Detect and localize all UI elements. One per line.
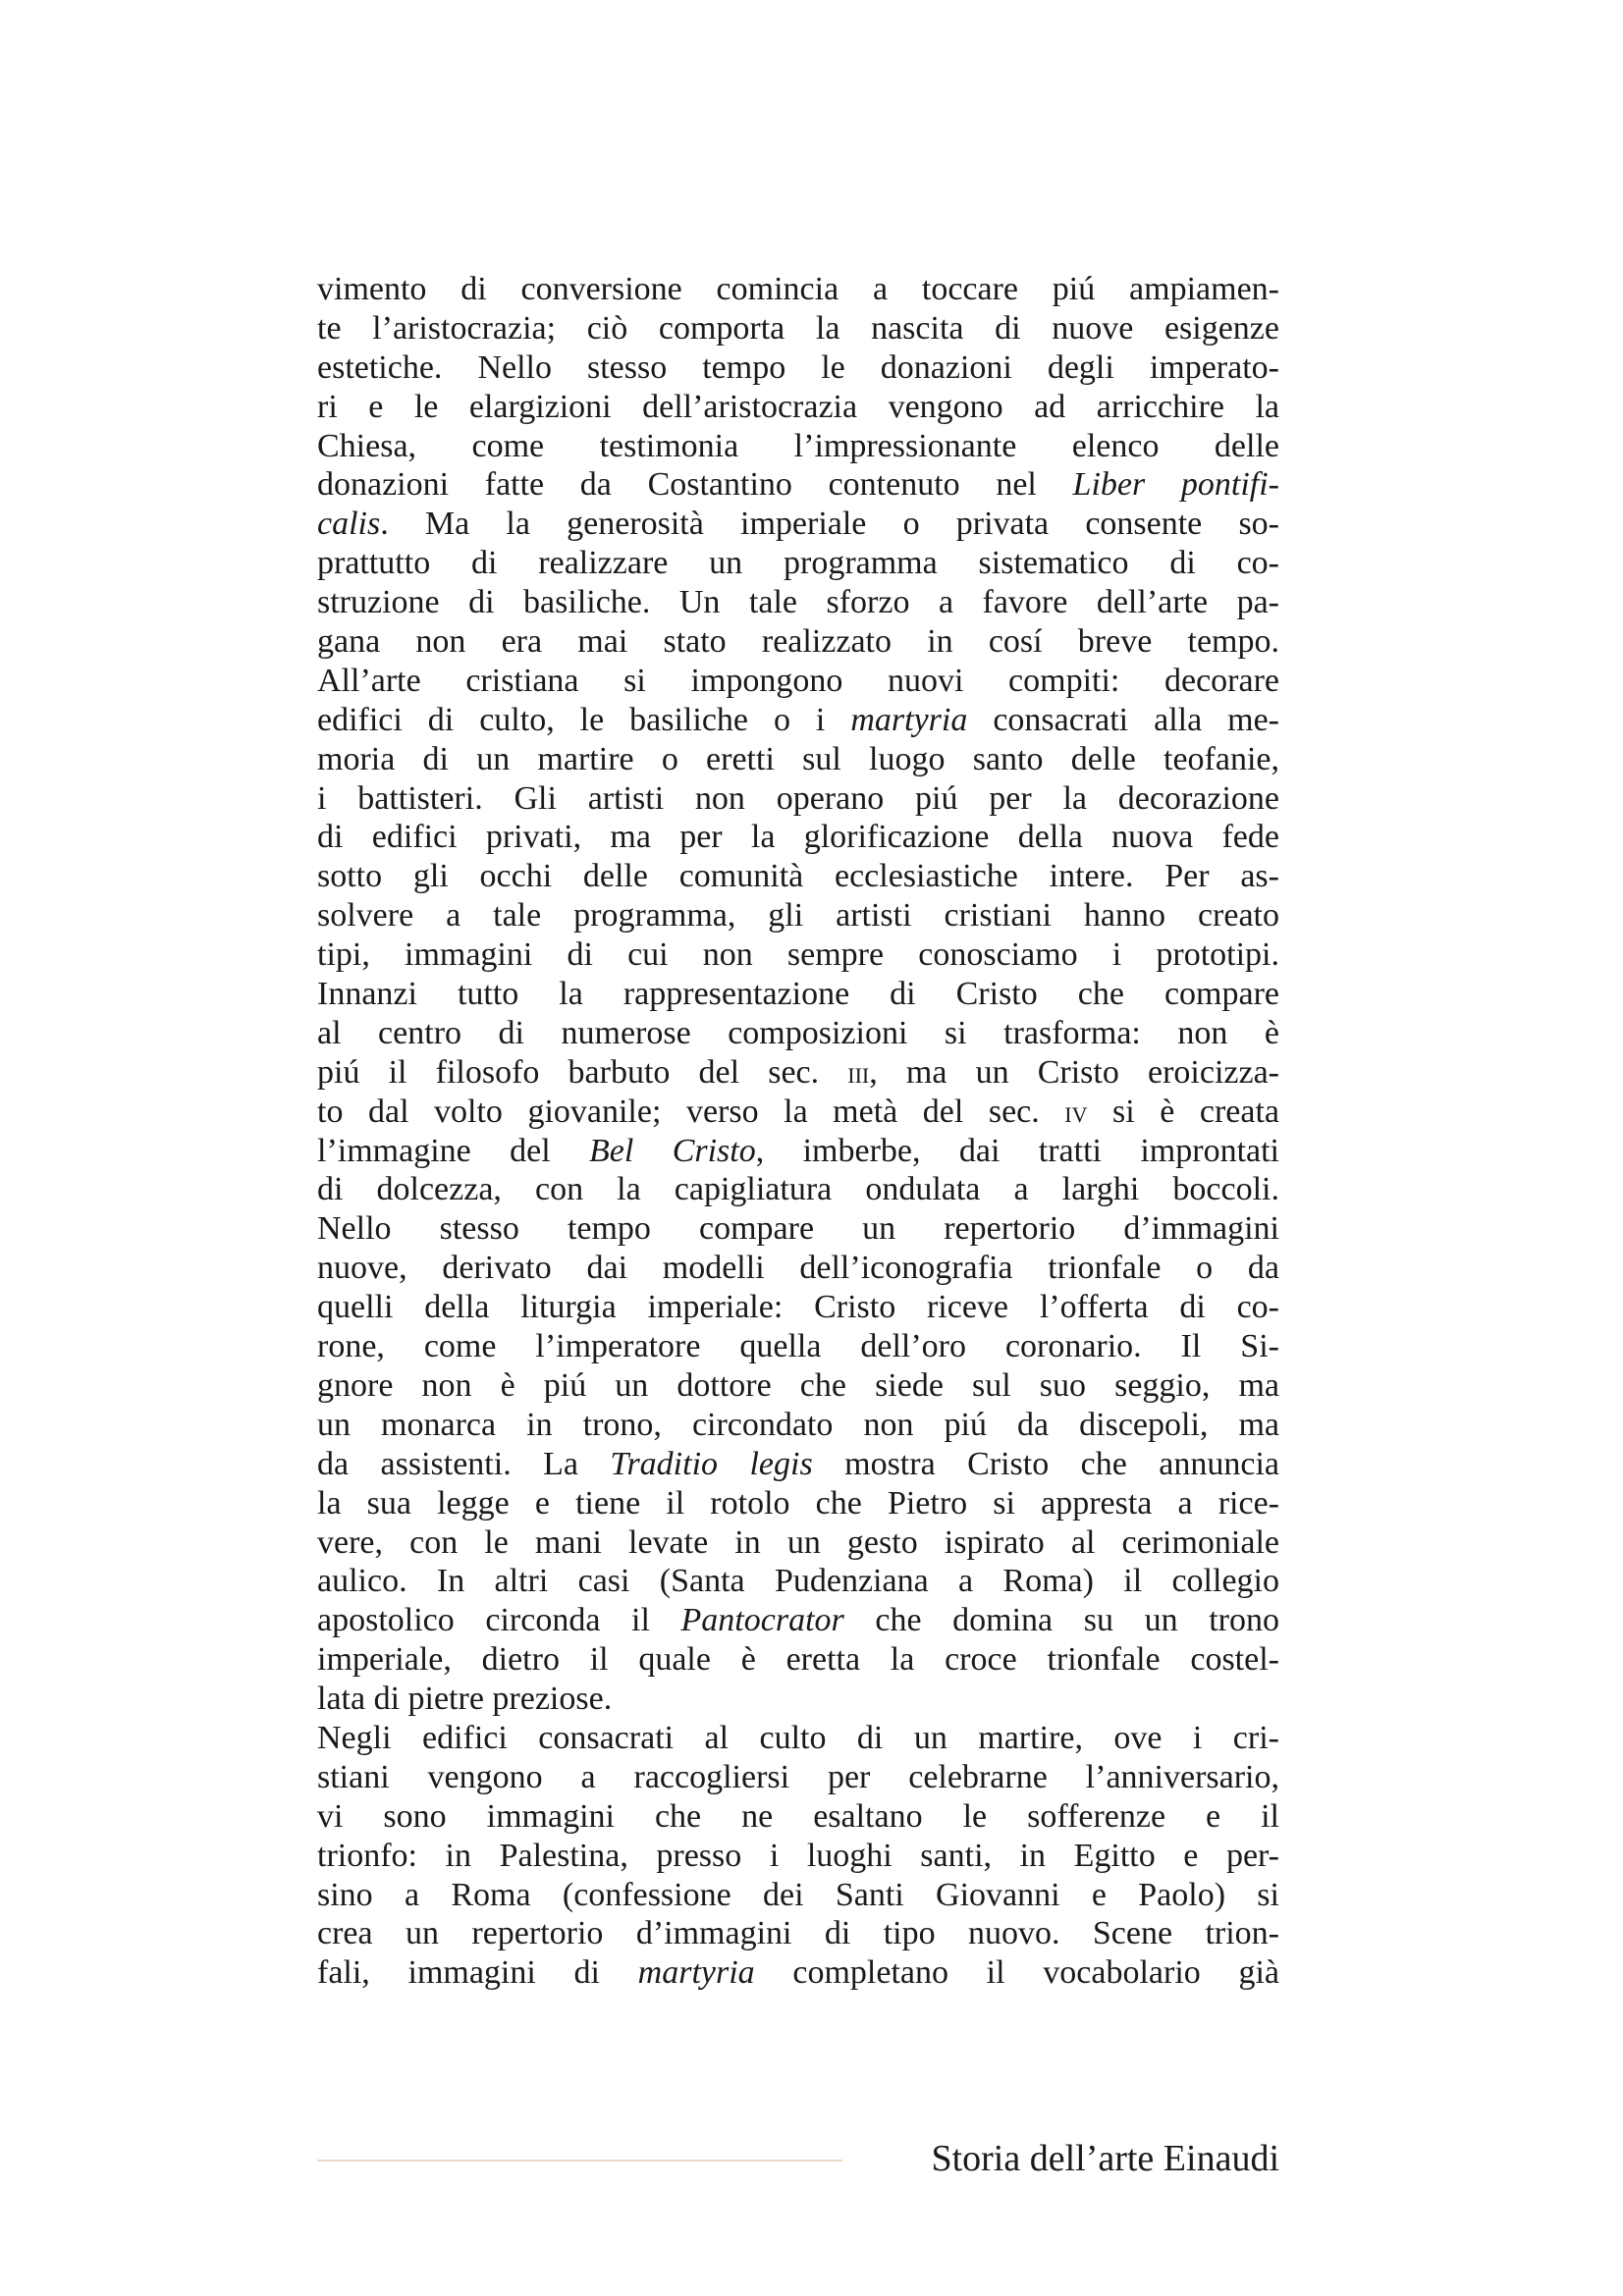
text-line: [317, 1562, 1279, 1601]
text-line: [317, 505, 1279, 544]
text-line: [317, 662, 1279, 701]
text-segment: struzione di basiliche. Un tale sforzo a favore dell’arte pa-: [317, 584, 1279, 621]
text-segment: rone, come l’imperatore quella dell’oro coronario. Il Si-: [317, 1328, 1279, 1365]
italic-term: Pantocrator: [680, 1602, 844, 1639]
text-segment: gana non era mai stato realizzato in cosí breve tempo.: [317, 623, 1279, 661]
text-line: [317, 583, 1279, 622]
text-line: [317, 701, 1279, 740]
text-segment: vere, con le mani levate in un gesto ispirato al cerimoniale: [317, 1523, 1279, 1561]
text-segment: mostra Cristo che annuncia: [812, 1445, 1279, 1482]
text-segment: i battisteri. Gli artisti non operano piú per la decorazione: [317, 779, 1279, 817]
italic-term: Traditio legis: [610, 1445, 813, 1482]
text-line: [317, 1366, 1279, 1406]
text-line: [317, 1640, 1279, 1680]
roman-numeral: iii: [847, 1054, 870, 1090]
text-line: [317, 1170, 1279, 1209]
text-segment: Chiesa, come testimonia l’impressionante elenco delle: [317, 427, 1279, 464]
body-text: [317, 270, 1279, 1993]
text-segment: stiani vengono a raccogliersi per celebrarne l’anniversario,: [317, 1758, 1279, 1795]
text-segment: prattutto di realizzare un programma sistematico di co-: [317, 545, 1279, 582]
footer-book-title: Storia dell’arte Einaudi: [931, 2138, 1279, 2179]
text-line: [317, 1523, 1279, 1563]
text-segment: edifici di culto, le basiliche o i: [317, 701, 851, 738]
text-segment: vi sono immagini che ne esaltano le sofferenze e il: [317, 1797, 1279, 1835]
text-segment: un monarca in trono, circondato non piú da discepoli, ma: [317, 1406, 1279, 1443]
text-segment: trionfo: in Palestina, presso i luoghi santi, in Egitto e per-: [317, 1837, 1279, 1874]
text-segment: apostolico circonda il: [317, 1602, 681, 1639]
text-line: [317, 465, 1279, 505]
text-line: [317, 1914, 1279, 1953]
text-line: [317, 1797, 1279, 1837]
text-line: [317, 1601, 1279, 1640]
text-line: [317, 1209, 1279, 1249]
text-line: [317, 1014, 1279, 1053]
text-segment: che domina su un trono: [843, 1602, 1279, 1639]
text-segment: nuove, derivato dai modelli dell’iconografia trionfale o da: [317, 1250, 1279, 1287]
text-line: [317, 309, 1279, 348]
text-line: [317, 622, 1279, 662]
text-line: [317, 1953, 1279, 1993]
italic-term: martyria: [637, 1954, 755, 1992]
text-line: [317, 1406, 1279, 1445]
text-segment: donazioni fatte da Costantino contenuto nel: [317, 466, 1073, 504]
italic-term: martyria: [850, 701, 968, 738]
text-line: [317, 740, 1279, 779]
text-segment: tipi, immagini di cui non sempre conosciamo i prototipi.: [317, 936, 1279, 974]
text-segment: vimento di conversione comincia a toccare piú ampiamen-: [317, 271, 1279, 307]
text-line: [317, 1288, 1279, 1327]
text-line: [317, 818, 1279, 857]
text-segment: di dolcezza, con la capigliatura ondulata a larghi boccoli.: [317, 1171, 1279, 1208]
text-line: [317, 1053, 1279, 1093]
text-line: [317, 896, 1279, 935]
italic-term: calis: [317, 506, 381, 543]
text-line: [317, 857, 1279, 896]
text-segment: imperiale, dietro il quale è eretta la croce trionfale costel-: [317, 1641, 1279, 1679]
text-line: [317, 1484, 1279, 1523]
text-segment: solvere a tale programma, gli artisti cristiani hanno creato: [317, 897, 1279, 934]
text-segment: l’immagine del: [317, 1132, 590, 1169]
text-line: [317, 1093, 1279, 1132]
text-segment: moria di un martire o eretti sul luogo santo delle teofanie,: [317, 740, 1279, 777]
text-segment: te l’aristocrazia; ciò comporta la nascita di nuove esigenze: [317, 309, 1279, 347]
text-segment: Innanzi tutto la rappresentazione di Cristo che compare: [317, 976, 1279, 1013]
text-line: [317, 1758, 1279, 1797]
text-line: [317, 388, 1279, 427]
text-segment: la sua legge e tiene il rotolo che Pietro si appresta a rice-: [317, 1484, 1279, 1522]
text-segment: piú il filosofo barbuto del sec.: [317, 1053, 848, 1091]
roman-numeral: iv: [1064, 1094, 1088, 1129]
text-segment: . Ma la generosità imperiale o privata consente so-: [380, 506, 1279, 543]
text-segment: estetiche. Nello stesso tempo le donazioni degli imperato-: [317, 348, 1279, 386]
text-line: [317, 1249, 1279, 1288]
text-segment: gnore non è piú un dottore che siede sul suo seggio, ma: [317, 1366, 1279, 1404]
text-line: [317, 348, 1279, 388]
text-line: [317, 1719, 1279, 1758]
text-segment: sino a Roma (confessione dei Santi Giovanni e Paolo) si: [317, 1876, 1279, 1913]
text-line: [317, 935, 1279, 975]
text-line: [317, 1837, 1279, 1876]
text-segment: , ma un Cristo eroicizza-: [869, 1053, 1279, 1091]
italic-term: Bel Cristo: [589, 1132, 756, 1169]
text-line: [317, 1876, 1279, 1915]
italic-term: Liber pontifi-: [1072, 466, 1279, 504]
text-line: [317, 544, 1279, 583]
text-segment: quelli della liturgia imperiale: Cristo riceve l’offerta di co-: [317, 1289, 1279, 1326]
text-line: [317, 1327, 1279, 1366]
text-segment: di edifici privati, ma per la glorificazione della nuova fede: [317, 819, 1279, 856]
text-segment: aulico. In altri casi (Santa Pudenziana a Roma) il collegio: [317, 1563, 1279, 1600]
text-segment: Negli edifici consacrati al culto di un martire, ove i cri-: [317, 1719, 1279, 1756]
text-line: [317, 427, 1279, 466]
text-segment: , imberbe, dai tratti improntati: [755, 1132, 1279, 1169]
text-line: [317, 1132, 1279, 1171]
text-segment: consacrati alla me-: [967, 701, 1279, 738]
text-segment: al centro di numerose composizioni si trasforma: non è: [317, 1014, 1279, 1051]
text-segment: fali, immagini di: [317, 1954, 638, 1992]
text-line: [317, 1680, 1279, 1719]
text-segment: sotto gli occhi delle comunità ecclesiastiche intere. Per as-: [317, 858, 1279, 895]
text-line: [317, 975, 1279, 1014]
text-segment: si è creata: [1087, 1093, 1279, 1130]
text-segment: da assistenti. La: [317, 1445, 611, 1482]
text-segment: Nello stesso tempo compare un repertorio d’immagini: [317, 1210, 1279, 1248]
text-segment: crea un repertorio d’immagini di tipo nuovo. Scene trion-: [317, 1915, 1279, 1952]
text-segment: to dal volto giovanile; verso la metà del sec.: [317, 1093, 1065, 1130]
text-segment: All’arte cristiana si impongono nuovi compiti: decorare: [317, 662, 1279, 699]
footer-rule: [317, 2160, 842, 2162]
text-line: [317, 270, 1279, 309]
text-segment: completano il vocabolario già: [754, 1954, 1279, 1992]
text-line: [317, 779, 1279, 819]
text-segment: ri e le elargizioni dell’aristocrazia vengono ad arricchire la: [317, 388, 1279, 425]
text-line: [317, 1445, 1279, 1484]
text-segment: lata di pietre preziose.: [317, 1681, 613, 1718]
